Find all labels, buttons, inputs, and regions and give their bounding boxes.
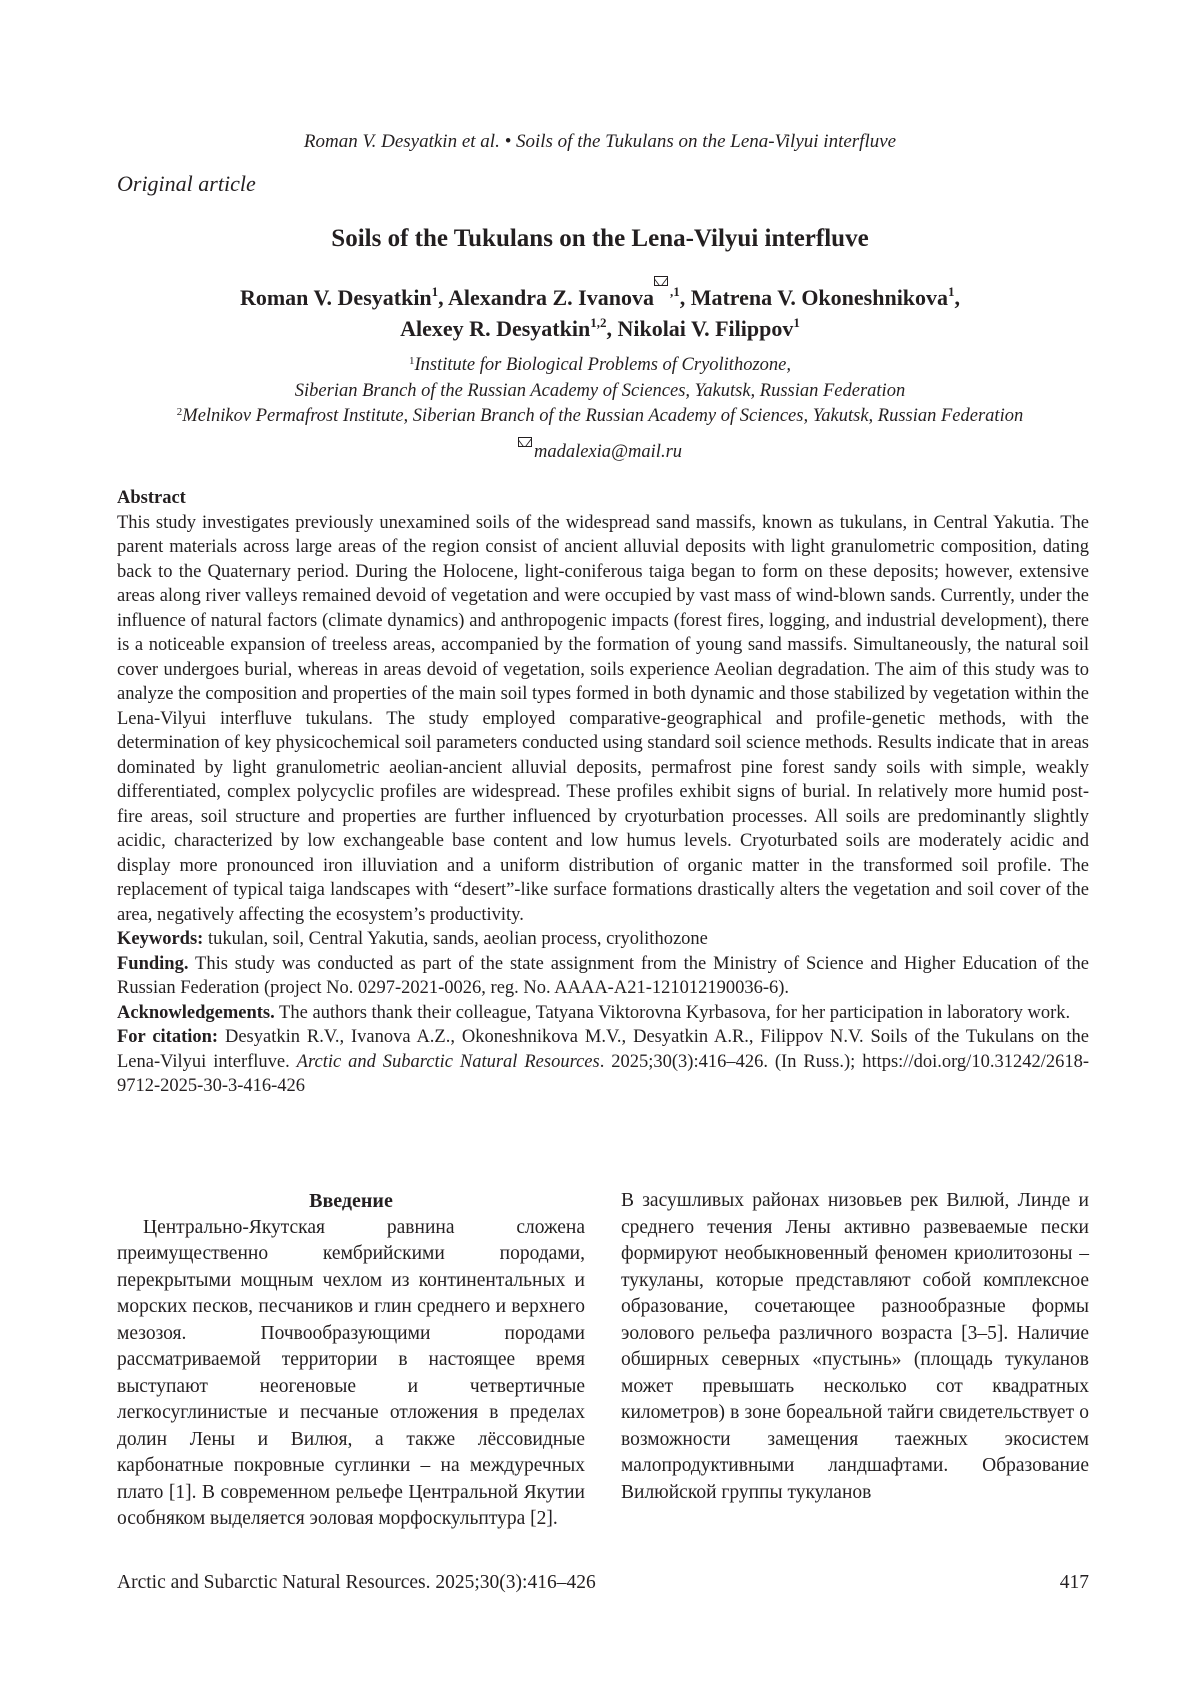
footer-journal: Arctic and Subarctic Natural Resources. 2025;30(3):416–426 <box>117 1572 596 1593</box>
author-affil-sup: 1 <box>793 315 800 330</box>
citation-journal: Arctic and Subarctic Natural Resources <box>296 1051 600 1072</box>
body-paragraph: Центрально-Якутская равнина сложена преимущественно кембрийскими породами, перекрытыми мощным чехлом из континентальных и морских песков, песчаников и глин среднего и верхнего мезозоя. Почвообразующими породами рассматриваемой территории в настоящее время выступают неогеновые и четвертичные легкосуглинистые и песчаные отложения в пределах долин Лены и Вилюя, а также лёссовидные карбонатные покровные суглинки – на междуречных плато [1]. В современном рельефе Центральной Якутии особняком выделяется эоловая морфоскульптура [2]. <box>117 1216 585 1529</box>
abstract-heading: Abstract <box>117 488 186 508</box>
section-heading-introduction: Введение <box>309 1190 393 1212</box>
author-affil-sup: ,1 <box>654 284 680 299</box>
author-list <box>0 276 1200 344</box>
envelope-icon <box>518 437 532 447</box>
citation <box>117 1025 1089 1099</box>
keywords-text: tukulan, soil, Central Yakutia, sands, aeolian process, cryolithozone <box>203 929 708 949</box>
body-column-right <box>621 1188 1089 1506</box>
article-title: Soils of the Tukulans on the Lena-Vilyui interfluve <box>331 225 869 252</box>
funding-label: Funding. <box>117 953 189 974</box>
keywords <box>117 927 1089 952</box>
affiliation-2: $^2$Melnikov Permafrost Institute, Siberian Branch of the Russian Academy of Sciences, Yakutsk, Russian Federation <box>176 406 1024 426</box>
author-name: Alexandra Z. Ivanova <box>447 285 654 310</box>
affiliations <box>0 353 1200 430</box>
abstract-text: This study investigates previously unexamined soils of the widespread sand massifs, known as tukulans, in Central Yakutia. The parent materials across large areas of the region consist of ancient alluvial deposits with light granulometric composition, dating back to the Quaternary period. During the Holocene, light-coniferous taiga began to form on these deposits; however, extensive areas along river valleys remained devoid of vegetation and were occupied by vast mass of wind-blown sands. Currently, under the influence of natural factors (climate dynamics) and anthropogenic impacts (forest fires, logging, and industrial development), there is a noticeable expansion of treeless areas, accompanied by the formation of young sand massifs. Simultaneously, the natural soil cover undergoes burial, whereas in areas devoid of vegetation, soils experience Aeolian degradation. The aim of this study was to analyze the composition and properties of the main soil types formed in both dynamic and those stabilized by vegetation within the Lena-Vilyui interfluve tukulans. The study employed comparative-geographical and profile-genetic methods, with the determination of key physicochemical soil parameters conducted using standard soil science methods. Results indicate that in areas dominated by light granulometric aeolian-ancient alluvial deposits, permafrost pine forest sandy soils with simple, weakly differentiated, complex polycyclic profiles are widespread. These profiles exhibit signs of burial. In relatively more humid post-fire areas, soil structure and properties are further influenced by cryoturbation processes. All soils are predominantly slightly acidic, characterized by low exchangeable base content and low humus levels. Cryoturbated soils are moderately acidic and display more pronounced iron illuviation and a uniform distribution of organic matter in the transformed soil profile. The replacement of typical taiga landscapes with “desert”-like surface formations drastically alters the vegetation and soil cover of the area, negatively affecting the ecosystem’s productivity. <box>117 512 1089 925</box>
citation-text: Desyatkin R.V., Ivanova A.Z., Okoneshnikova M.V., Desyatkin A.R., Filippov N.V. Soils of the Tukulans on the Lena-Vilyui interfluve. <box>117 1027 1089 1072</box>
author-affil-sup: 1 <box>948 284 955 299</box>
acknowledgements-label: Acknowledgements. <box>117 1002 275 1023</box>
author-name: Matrena V. Okoneshnikova <box>690 285 949 310</box>
author-name: Alexey R. Desyatkin <box>400 316 591 341</box>
email-text[interactable]: madalexia@mail.ru <box>533 442 683 462</box>
author-name: Nikolai V. Filippov <box>617 316 794 341</box>
keywords-label: Keywords: <box>117 929 204 949</box>
citation-text-after[interactable]: . 2025;30(3):416–426. (In Russ.); https://doi.org/10.31242/2618-9712-2025-30-3-416-426 <box>117 1051 1089 1096</box>
author-affil-sup: 1,2 <box>590 315 607 330</box>
citation-label: For citation: <box>117 1027 219 1047</box>
author-line-2: Alexey R. Desyatkin$^{1,2}$, Nikolai V. Filippov$^1$ <box>400 315 800 341</box>
funding-text: This study was conducted as part of the state assignment from the Ministry of Science and Higher Education of the Russian Federation (project No. 0297-2021-0026, reg. No. AAAA-A21-121012190036-6). <box>117 953 1089 998</box>
envelope-icon <box>654 276 668 286</box>
funding <box>117 952 1089 1001</box>
author-line-1: Roman V. Desyatkin$^1$, Alexandra Z. Ivanova $^{,1}$, Matrena V. Okoneshnikova$^1$, <box>0 276 1200 313</box>
acknowledgements-text: The authors thank their colleague, Tatyana Viktorovna Kyrbasova, for her participation in laboratory work. <box>274 1002 1071 1023</box>
body-column-left <box>117 1188 585 1533</box>
running-head: Roman V. Desyatkin et al. • Soils of the Tukulans on the Lena-Vilyui interfluve <box>303 131 897 152</box>
corresponding-email[interactable] <box>0 437 1200 463</box>
abstract-block <box>117 486 1089 1099</box>
affiliation-1-line-2: Siberian Branch of the Russian Academy of Sciences, Yakutsk, Russian Federation <box>294 380 906 401</box>
page-number: 417 <box>1059 1572 1089 1593</box>
author-affil-sup: 1 <box>431 284 439 299</box>
author-name: Roman V. Desyatkin <box>239 285 432 310</box>
body-paragraph: В засушливых районах низовьев рек Вилюй, Линде и среднего течения Лены активно развеваемые пески формируют необыкновенный феномен криолитозоны – тукуланы, которые представляют собой комплексное образование, сочетающее разнообразные формы эолового рельефа различного возраста [3–5]. Наличие обширных северных «пустынь» (площадь тукуланов может превышать несколько сот квадратных километров) в зоне бореальной тайги свидетельствует о возможности замещения таежных экосистем малопродуктивными ландшафтами. Образование Вилюйской группы тукуланов <box>621 1190 1089 1503</box>
affiliation-1-line-1: $^1$Institute for Biological Problems of Cryolithozone, <box>409 355 791 375</box>
article-type: Original article <box>117 171 256 196</box>
acknowledgements <box>117 1001 1089 1026</box>
